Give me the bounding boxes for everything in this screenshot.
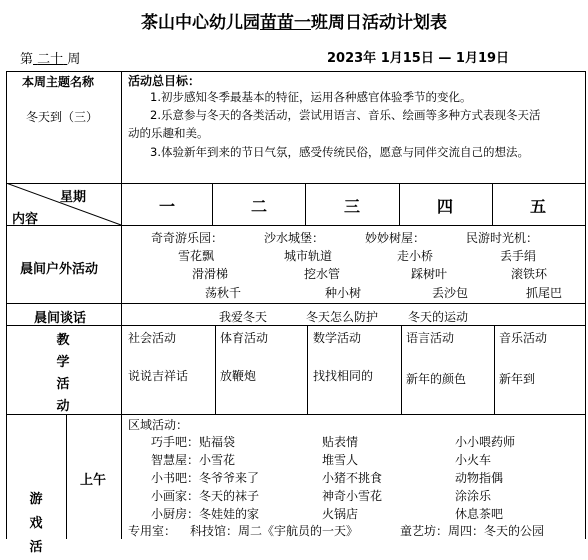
area-item: 动物指偶 <box>455 471 504 485</box>
outdoor-item: 雪花飘 <box>178 249 215 263</box>
row-divider <box>6 303 586 304</box>
goal-item: 动的乐趣和美。 <box>128 126 209 140</box>
goal-item: 2.乐意参与冬天的各类活动，尝试用语言、音乐、绘画等多种方式表现冬天活 <box>150 108 541 122</box>
special-room-art: 童艺坊：周四：冬天的公园 <box>400 524 545 538</box>
day-3: 三 <box>343 197 360 216</box>
subject-type: 语言活动 <box>406 331 455 345</box>
talk-label: 晨间谈话 <box>34 311 87 326</box>
area-item: 智慧屋：小雪花 <box>151 453 236 467</box>
column-divider <box>121 71 122 539</box>
outdoor-zone: 民游时光机： <box>466 231 539 245</box>
outdoor-item: 城市轨道 <box>284 249 333 263</box>
teaching-label: 教 学 活 动 <box>56 333 70 414</box>
page-title <box>0 8 588 33</box>
talk-topic: 我爱冬天 <box>219 310 268 324</box>
area-item: 小书吧：冬爷爷来了 <box>151 471 260 485</box>
morning-label: 上午 <box>80 473 107 488</box>
column-divider <box>212 183 213 225</box>
class-name: 苗苗一 <box>260 13 311 33</box>
subject-type: 音乐活动 <box>499 331 548 345</box>
outdoor-item: 挖水管 <box>304 267 341 281</box>
date-range: 2023年 1月15日 — 1月19日 <box>327 51 510 66</box>
goals-label: 活动总目标： <box>128 74 201 88</box>
goal-item: 3.体验新年到来的节日气氛，感受传统民俗，愿意与同伴交流自己的想法。 <box>150 145 529 159</box>
subject-name: 说说吉祥话 <box>128 369 189 383</box>
column-divider <box>305 183 306 225</box>
content-label: 内容 <box>12 212 39 227</box>
column-divider <box>494 325 495 414</box>
area-item: 神奇小雪花 <box>322 489 383 503</box>
weekday-label: 星期 <box>60 190 87 205</box>
title-suffix: 班周日活动计划表 <box>311 13 447 33</box>
special-room-label: 专用室： <box>128 524 177 538</box>
table-border-top <box>6 71 586 72</box>
subject-name: 找找相同的 <box>313 369 374 383</box>
outdoor-zone: 沙水城堡： <box>264 231 325 245</box>
subject-type: 体育活动 <box>220 331 269 345</box>
subject-type: 数学活动 <box>313 331 362 345</box>
day-2: 二 <box>250 197 267 216</box>
table-border-right <box>585 71 586 539</box>
row-divider <box>6 414 586 415</box>
area-item: 火锅店 <box>322 507 359 521</box>
week-number: 第 二十 周 <box>20 52 81 67</box>
special-room-tech: 科技馆：周二《宇航员的一天》 <box>190 524 359 538</box>
column-divider <box>66 414 67 539</box>
column-divider <box>215 325 216 414</box>
outdoor-item: 丢手绢 <box>500 249 537 263</box>
column-divider <box>307 325 308 414</box>
outdoor-item: 滑滑梯 <box>192 267 229 281</box>
area-item: 涂涂乐 <box>455 489 492 503</box>
column-divider <box>401 325 402 414</box>
outdoor-item: 踩树叶 <box>411 267 448 281</box>
area-item: 贴表情 <box>322 435 359 449</box>
area-item: 小小喂药师 <box>455 435 516 449</box>
goal-item: 1.初步感知冬季最基本的特征，运用各种感官体验季节的变化。 <box>150 90 472 104</box>
outdoor-item: 滚铁环 <box>511 267 548 281</box>
subject-name: 新年到 <box>499 372 536 386</box>
area-item: 小猪不挑食 <box>322 471 383 485</box>
talk-topic: 冬天的运动 <box>408 310 469 324</box>
area-item: 巧手吧：贴福袋 <box>151 435 236 449</box>
subject-name: 放鞭炮 <box>220 369 257 383</box>
school-name: 茶山中心幼儿园 <box>141 13 260 33</box>
area-item: 小厨房：冬娃娃的家 <box>151 507 260 521</box>
day-1: 一 <box>158 197 175 216</box>
area-item: 小火车 <box>455 453 492 467</box>
day-5: 五 <box>529 197 546 216</box>
area-item: 小画家：冬天的袜子 <box>151 489 260 503</box>
outdoor-item: 丢沙包 <box>432 286 469 300</box>
talk-topic: 冬天怎么防护 <box>306 310 379 324</box>
row-divider <box>6 225 586 226</box>
outdoor-zone: 奇奇游乐园： <box>151 231 224 245</box>
row-divider <box>6 325 586 326</box>
day-4: 四 <box>436 197 453 216</box>
outdoor-item: 抓尾巴 <box>526 286 563 300</box>
table-border-left <box>6 71 7 539</box>
outdoor-label: 晨间户外活动 <box>20 262 99 277</box>
game-label: 游 戏 活 <box>29 492 43 555</box>
outdoor-zone: 妙妙树屋： <box>365 231 426 245</box>
subject-type: 社会活动 <box>128 331 177 345</box>
outdoor-item: 荡秋千 <box>205 286 242 300</box>
area-item: 堆雪人 <box>322 453 359 467</box>
subject-name: 新年的颜色 <box>406 372 467 386</box>
theme-name: 冬天到（三） <box>26 110 99 124</box>
outdoor-item: 走小桥 <box>397 249 434 263</box>
outdoor-item: 种小树 <box>325 286 362 300</box>
area-label: 区域活动： <box>128 418 189 432</box>
theme-label: 本周主题名称 <box>22 75 95 89</box>
area-item: 休息茶吧 <box>455 507 504 521</box>
